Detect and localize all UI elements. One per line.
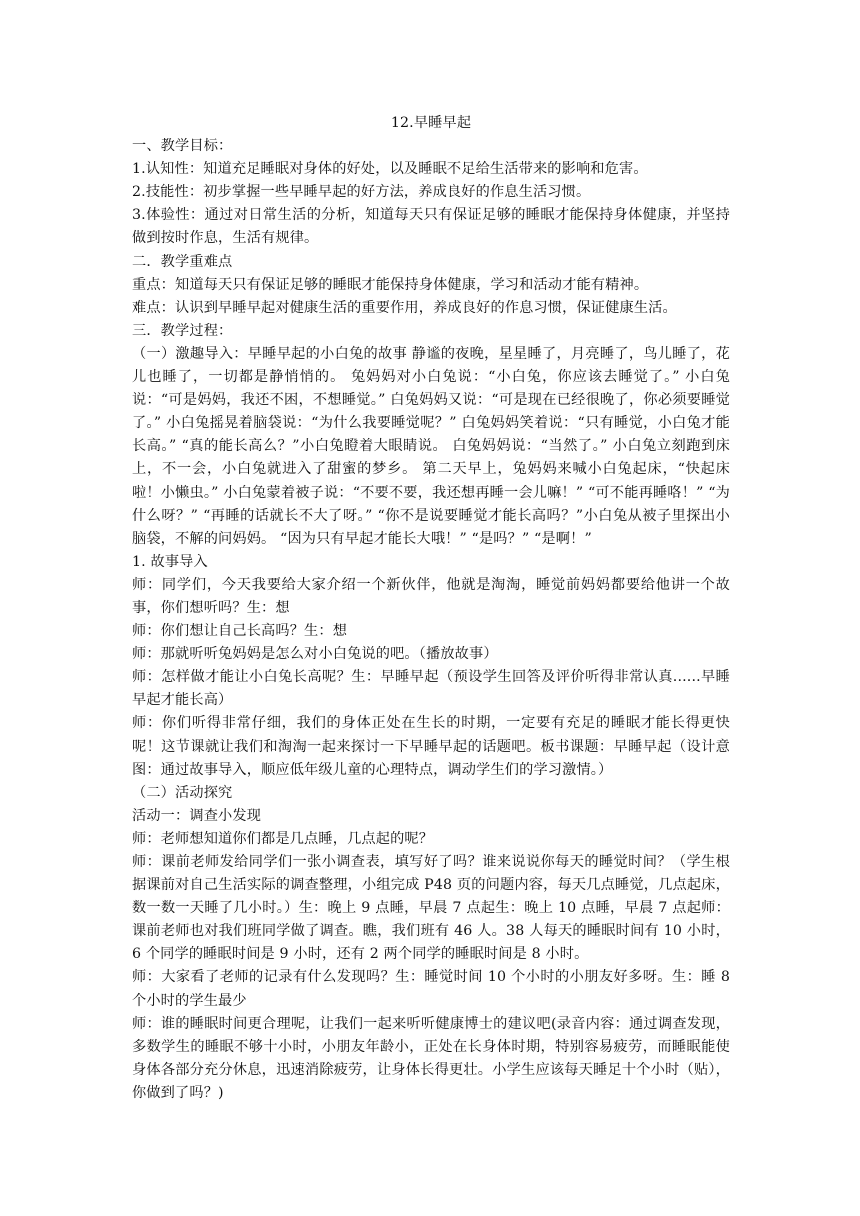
objective-skill: 2.技能性：初步掌握一些早睡早起的好方法，养成良好的作息生活习惯。	[132, 184, 591, 201]
dialogue-paragraph: 师：你们听得非常仔细，我们的身体正处在生长的时期，一定要有充足的睡眠才能长得更快呢！这节课就让我们和淘淘一起来探讨一下早睡早起的话题吧。板书课题：早睡早起（设计意图：通过故事导入，顺应低年级儿童的心理特点，调动学生们的学习激情。）	[132, 715, 730, 778]
dialogue-paragraph: 师：那就听听兔妈妈是怎么对小白兔说的吧。（播放故事）	[132, 646, 498, 663]
activity-one-heading: 活动一：调查小发现	[132, 807, 262, 824]
section-heading-activity: （二）活动探究	[132, 784, 233, 801]
dialogue-paragraph: 师：老师想知道你们都是几点睡，几点起的呢？	[132, 830, 434, 847]
dialogue-paragraph: 师：课前老师发给同学们一张小调查表，填写好了吗？谁来说说你每天的睡觉时间？（学生根据课前对自己生活实际的调查整理，小组完成 P48 页的问题内容，每天几点睡觉，几点起床，数一数一天睡了几小时。）生：晚上 9 点睡，早晨 7 点起生：晚上 10 点睡，早晨 7 点起师：课前老师也对我们班同学做了调查。瞧，我们班有 46 人。38 人每天的睡眠时间有 10 小时，6 个同学的睡眠时间是 9 小时，还有 2 两个同学的睡眠时间是 8 小时。	[132, 854, 730, 963]
difficult-point: 难点：认识到早睡早起对健康生活的重要作用，养成良好的作息习惯，保证健康生活。	[132, 299, 677, 316]
dialogue-paragraph: 师：怎样做才能让小白兔长高呢？生：早睡早起（预设学生回答及评价听得非常认真......早睡早起才能长高）	[132, 669, 730, 709]
dialogue-paragraph: 师：谁的睡眠时间更合理呢，让我们一起来听听健康博士的建议吧(录音内容：通过调查发现，多数学生的睡眠不够十小时，小朋友年龄小，正处在长身体时期，特别容易疲劳，而睡眠能使身体各部分充分休息，迅速消除疲劳，让身体长得更壮。小学生应该每天睡足十个小时（贴），你做到了吗？)	[132, 1015, 730, 1101]
section-heading-process: 三．教学过程：	[132, 322, 233, 339]
dialogue-paragraph: 师：大家看了老师的记录有什么发现吗？生：睡觉时间 10 个小时的小朋友好多呀。生：睡 8 个小时的学生最少	[132, 969, 730, 1009]
document-page	[132, 112, 730, 1105]
story-introduction: （一）激趣导入：早睡早起的小白兔的故事 静谧的夜晚，星星睡了，月亮睡了，鸟儿睡了，花儿也睡了，一切都是静悄悄的。 兔妈妈对小白兔说：“小白兔，你应该去睡觉了。” 小白兔说：“可是妈妈，我还不困，不想睡觉。” 白兔妈妈又说：“可是现在已经很晚了，你必须要睡觉了。” 小白兔摇晃着脑袋说：“为什么我要睡觉呢？” 白兔妈妈笑着说：“只有睡觉，小白兔才能长高。” “真的能长高么？”小白兔瞪着大眼睛说。 白兔妈妈说：“当然了。” 小白兔立刻跑到床上，不一会，小白兔就进入了甜蜜的梦乡。 第二天早上，兔妈妈来喊小白兔起床，“快起床啦！小懒虫。” 小白兔蒙着被子说：“不要不要，我还想再睡一会儿嘛！” “可不能再睡咯！” “为什么呀？” “再睡的话就长不大了呀。” “你不是说要睡觉才能长高吗？”小白兔从被子里探出小脑袋，不解的问妈妈。 “因为只有早起才能长大哦！” “是吗？” “是啊！”	[132, 345, 730, 547]
objective-cognitive: 1.认知性：知道充足睡眠对身体的好处，以及睡眠不足给生活带来的影响和危害。	[132, 161, 648, 178]
objective-experience: 3.体验性：通过对日常生活的分析，知道每天只有保证足够的睡眠才能保持身体健康，并坚持做到按时作息，生活有规律。	[132, 207, 730, 247]
dialogue-paragraph: 师：你们想让自己长高吗？生：想	[132, 623, 348, 640]
story-import-heading: 1. 故事导入	[132, 553, 208, 570]
section-heading-objectives: 一、教学目标：	[132, 138, 233, 155]
key-point: 重点：知道每天只有保证足够的睡眠才能保持身体健康，学习和活动才能有精神。	[132, 276, 649, 293]
document-title: 12.早睡早起	[390, 115, 472, 131]
section-heading-key-points: 二．教学重难点	[132, 253, 233, 270]
dialogue-paragraph: 师：同学们，今天我要给大家介绍一个新伙伴，他就是淘淘，睡觉前妈妈都要给他讲一个故事，你们想听吗？生：想	[132, 576, 730, 616]
